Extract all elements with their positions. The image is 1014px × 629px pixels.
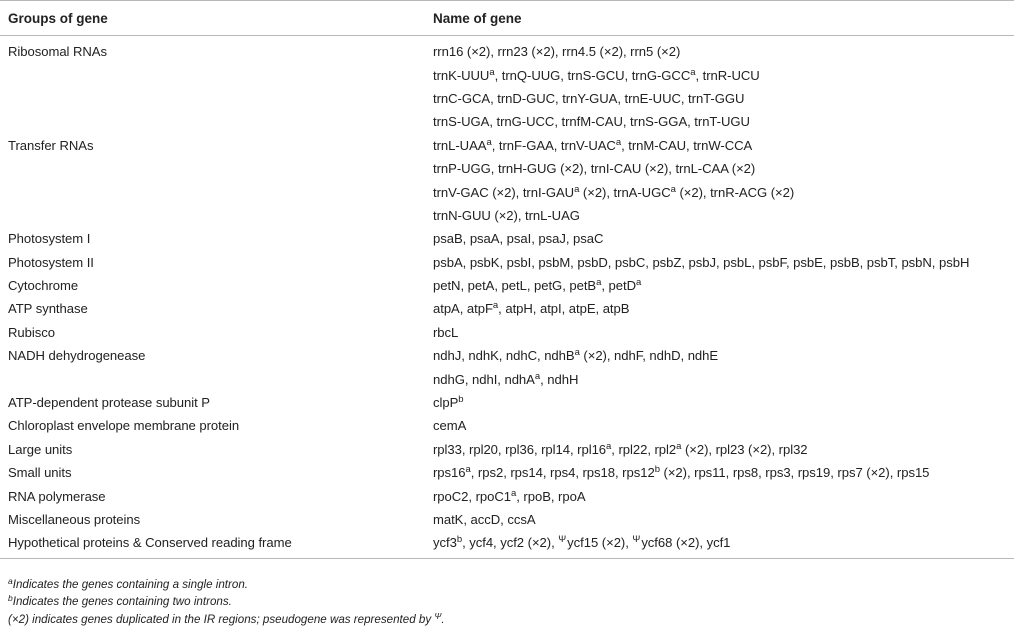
gene-group-cell	[0, 157, 425, 180]
footnote	[8, 593, 445, 610]
footnote-tail: .	[441, 612, 445, 626]
gene-text: rpoC2, rpoC1	[433, 488, 512, 504]
footnote-text: Indicates the genes containing two introns.	[12, 595, 232, 609]
intron-footnote-mark: a	[489, 66, 495, 78]
gene-text: ndhJ, ndhK, ndhC, ndhB	[433, 348, 575, 364]
table-row	[0, 180, 1014, 203]
gene-group-cell: Ribosomal RNAs	[8, 44, 107, 60]
header-groups-of-gene: Groups of gene	[0, 1, 425, 36]
gene-text: petN, petA, petL, petG, petB	[433, 278, 597, 294]
gene-group-cell: ATP-dependent protease subunit P	[8, 395, 210, 411]
gene-text: , trnM-CAU, trnW-CCA	[621, 137, 753, 153]
footnote-text: (×2) indicates genes duplicated in the IR regions; pseudogene was represented by	[8, 612, 435, 626]
gene-group-cell: Photosystem I	[8, 231, 91, 247]
gene-names-cell	[425, 87, 1014, 110]
intron-footnote-mark: a	[676, 440, 682, 452]
intron-footnote-mark: a	[635, 277, 642, 289]
header-name-of-gene: Name of gene	[425, 1, 1014, 36]
gene-group-cell: Miscellaneous proteins	[8, 512, 141, 527]
gene-group-cell: Small units	[8, 465, 72, 481]
gene-text: ycf3	[433, 535, 457, 551]
gene-names-cell	[425, 414, 1014, 437]
intron-footnote-mark: a	[574, 347, 580, 359]
gene-names-cell	[425, 344, 1014, 367]
table-header-row	[0, 1, 1014, 36]
gene-names-cell	[425, 391, 1014, 414]
gene-names-cell	[425, 461, 1014, 484]
table-row	[0, 438, 1014, 461]
gene-text: , trnR-UCU	[695, 67, 760, 83]
footnote	[8, 611, 445, 628]
gene-names-cell	[425, 438, 1014, 461]
table-row	[0, 251, 1014, 274]
gene-text: trnS-UGA, trnG-UCC, trnfM-CAU, trnS-GGA, trnT-UGU	[433, 114, 750, 130]
gene-text: atpA, atpF	[433, 301, 493, 317]
table-row	[0, 461, 1014, 484]
gene-group-cell: Hypothetical proteins & Conserved reading frame	[0, 531, 425, 558]
gene-text: rrn16 (×2), rrn23 (×2), rrn4.5 (×2), rrn5 (×2)	[433, 44, 681, 60]
gene-text: psaB, psaA, psaI, psaJ, psaC	[433, 231, 604, 247]
gene-group-cell: RNA polymerase	[8, 488, 106, 504]
gene-text: , ndhH	[540, 371, 579, 387]
table-row	[0, 508, 1014, 531]
gene-text: (×2), ndhF, ndhD, ndhE	[579, 348, 719, 364]
gene-text: trnC-GCA, trnD-GUC, trnY-GUA, trnE-UUC, trnT-GGU	[433, 90, 745, 106]
table-row	[0, 204, 1014, 227]
gene-text: (×2), trnR-ACG (×2)	[675, 184, 795, 200]
intron-footnote-mark: a	[690, 66, 696, 78]
intron-footnote-mark: b	[654, 464, 660, 476]
gene-group-cell	[0, 367, 425, 390]
gene-text: rpl33, rpl20, rpl36, rpl14, rpl16	[433, 441, 607, 457]
table-row	[0, 321, 1014, 344]
gene-text: , trnF-GAA, trnV-UAC	[491, 137, 616, 153]
gene-text: , rps2, rps14, rps4, rps18, rps12	[470, 465, 655, 481]
gene-names-cell	[425, 63, 1014, 86]
gene-text: , petD	[601, 278, 636, 294]
gene-group-cell: Rubisco	[8, 324, 55, 340]
gene-text: psbA, psbK, psbI, psbM, psbD, psbC, psbZ, psbJ, psbL, psbF, psbE, psbB, psbT, psbN, psbH	[433, 254, 970, 270]
gene-text: trnL-UAA	[433, 137, 487, 153]
gene-text: ycf68 (×2), ycf1	[641, 535, 731, 551]
footnotes	[8, 576, 445, 628]
gene-text: rbcL	[433, 324, 459, 340]
table-row	[0, 110, 1014, 133]
gene-text: trnV-GAC (×2), trnI-GAU	[433, 184, 575, 200]
gene-group-cell	[0, 87, 425, 110]
gene-names-cell	[425, 251, 1014, 274]
gene-text: , rpoB, rpoA	[516, 488, 586, 504]
table-row	[0, 367, 1014, 390]
gene-group-cell: ATP synthase	[8, 301, 88, 317]
intron-footnote-mark: b	[458, 394, 464, 406]
footnote-text: Indicates the genes containing a single intron.	[12, 578, 248, 591]
table-body	[0, 36, 1014, 559]
gene-text: trnP-UGG, trnH-GUG (×2), trnI-CAU (×2), trnL-CAA (×2)	[433, 161, 756, 177]
intron-footnote-mark: a	[465, 464, 471, 476]
gene-text: cemA	[433, 418, 467, 434]
gene-group-cell: Photosystem II	[8, 254, 94, 270]
footnote-mark: b	[8, 593, 13, 604]
pseudogene-mark: Ψ	[632, 534, 641, 546]
gene-names-cell	[425, 36, 1014, 64]
footnote	[8, 576, 445, 593]
gene-names-cell	[425, 227, 1014, 250]
table-row	[0, 63, 1014, 86]
gene-names-cell	[425, 531, 1014, 558]
footnote-mark: a	[8, 576, 13, 586]
intron-footnote-mark: a	[492, 300, 499, 312]
table-row	[0, 297, 1014, 320]
table-row	[0, 274, 1014, 297]
gene-group-cell: Cytochrome	[8, 278, 79, 294]
gene-text: rps16	[433, 465, 466, 481]
gene-text: (×2), rpl23 (×2), rpl32	[681, 441, 808, 457]
table-row	[0, 414, 1014, 437]
gene-group-cell: NADH dehydrogenease	[8, 348, 146, 364]
table-row	[0, 391, 1014, 414]
gene-text: , atpH, atpI, atpE, atpB	[498, 301, 630, 317]
gene-text: , rpl22, rpl2	[611, 441, 677, 457]
gene-text: , ycf4, ycf2 (×2),	[462, 535, 559, 551]
pseudogene-mark: Ψ	[434, 610, 442, 621]
gene-text: trnK-UUU	[433, 67, 490, 83]
table-row	[0, 344, 1014, 367]
intron-footnote-mark: a	[534, 370, 541, 382]
intron-footnote-mark: a	[670, 183, 676, 195]
gene-names-cell	[425, 297, 1014, 320]
gene-names-cell	[425, 484, 1014, 507]
intron-footnote-mark: a	[606, 440, 612, 452]
table-row	[0, 531, 1014, 558]
pseudogene-mark: Ψ	[558, 534, 567, 546]
table-row	[0, 134, 1014, 157]
gene-names-cell	[425, 180, 1014, 203]
gene-names-cell	[425, 134, 1014, 157]
gene-text: clpP	[433, 395, 459, 411]
intron-footnote-mark: a	[574, 183, 580, 195]
intron-footnote-mark: a	[511, 487, 517, 499]
gene-text: trnN-GUU (×2), trnL-UAG	[433, 207, 580, 223]
intron-footnote-mark: a	[596, 277, 602, 289]
gene-group-cell: Chloroplast envelope membrane protein	[8, 418, 240, 434]
gene-names-cell	[425, 204, 1014, 227]
gene-text: matK, accD, ccsA	[433, 512, 536, 527]
gene-group-cell	[0, 204, 425, 227]
gene-text: (×2), rps11, rps8, rps3, rps19, rps7 (×2), rps15	[659, 465, 930, 481]
table-row	[0, 36, 1014, 64]
intron-footnote-mark: a	[486, 136, 492, 148]
gene-names-cell	[425, 157, 1014, 180]
table-row	[0, 87, 1014, 110]
table-row	[0, 227, 1014, 250]
intron-footnote-mark: a	[615, 136, 622, 148]
gene-group-cell	[0, 180, 425, 203]
gene-names-cell	[425, 321, 1014, 344]
gene-text: , trnQ-UUG, trnS-GCU, trnG-GCC	[494, 67, 691, 83]
gene-names-cell	[425, 367, 1014, 390]
gene-group-cell	[0, 63, 425, 86]
gene-names-cell	[425, 110, 1014, 133]
gene-text: ycf15 (×2),	[567, 535, 633, 551]
gene-group-cell: Large units	[8, 441, 73, 457]
table-row	[0, 157, 1014, 180]
gene-names-cell	[425, 508, 1014, 531]
gene-text: (×2), trnA-UGC	[579, 184, 671, 200]
table-row	[0, 484, 1014, 507]
intron-footnote-mark: b	[456, 534, 463, 546]
gene-group-cell	[0, 110, 425, 133]
gene-group-cell: Transfer RNAs	[8, 137, 94, 153]
gene-names-cell	[425, 274, 1014, 297]
gene-text: ndhG, ndhI, ndhA	[433, 371, 535, 387]
